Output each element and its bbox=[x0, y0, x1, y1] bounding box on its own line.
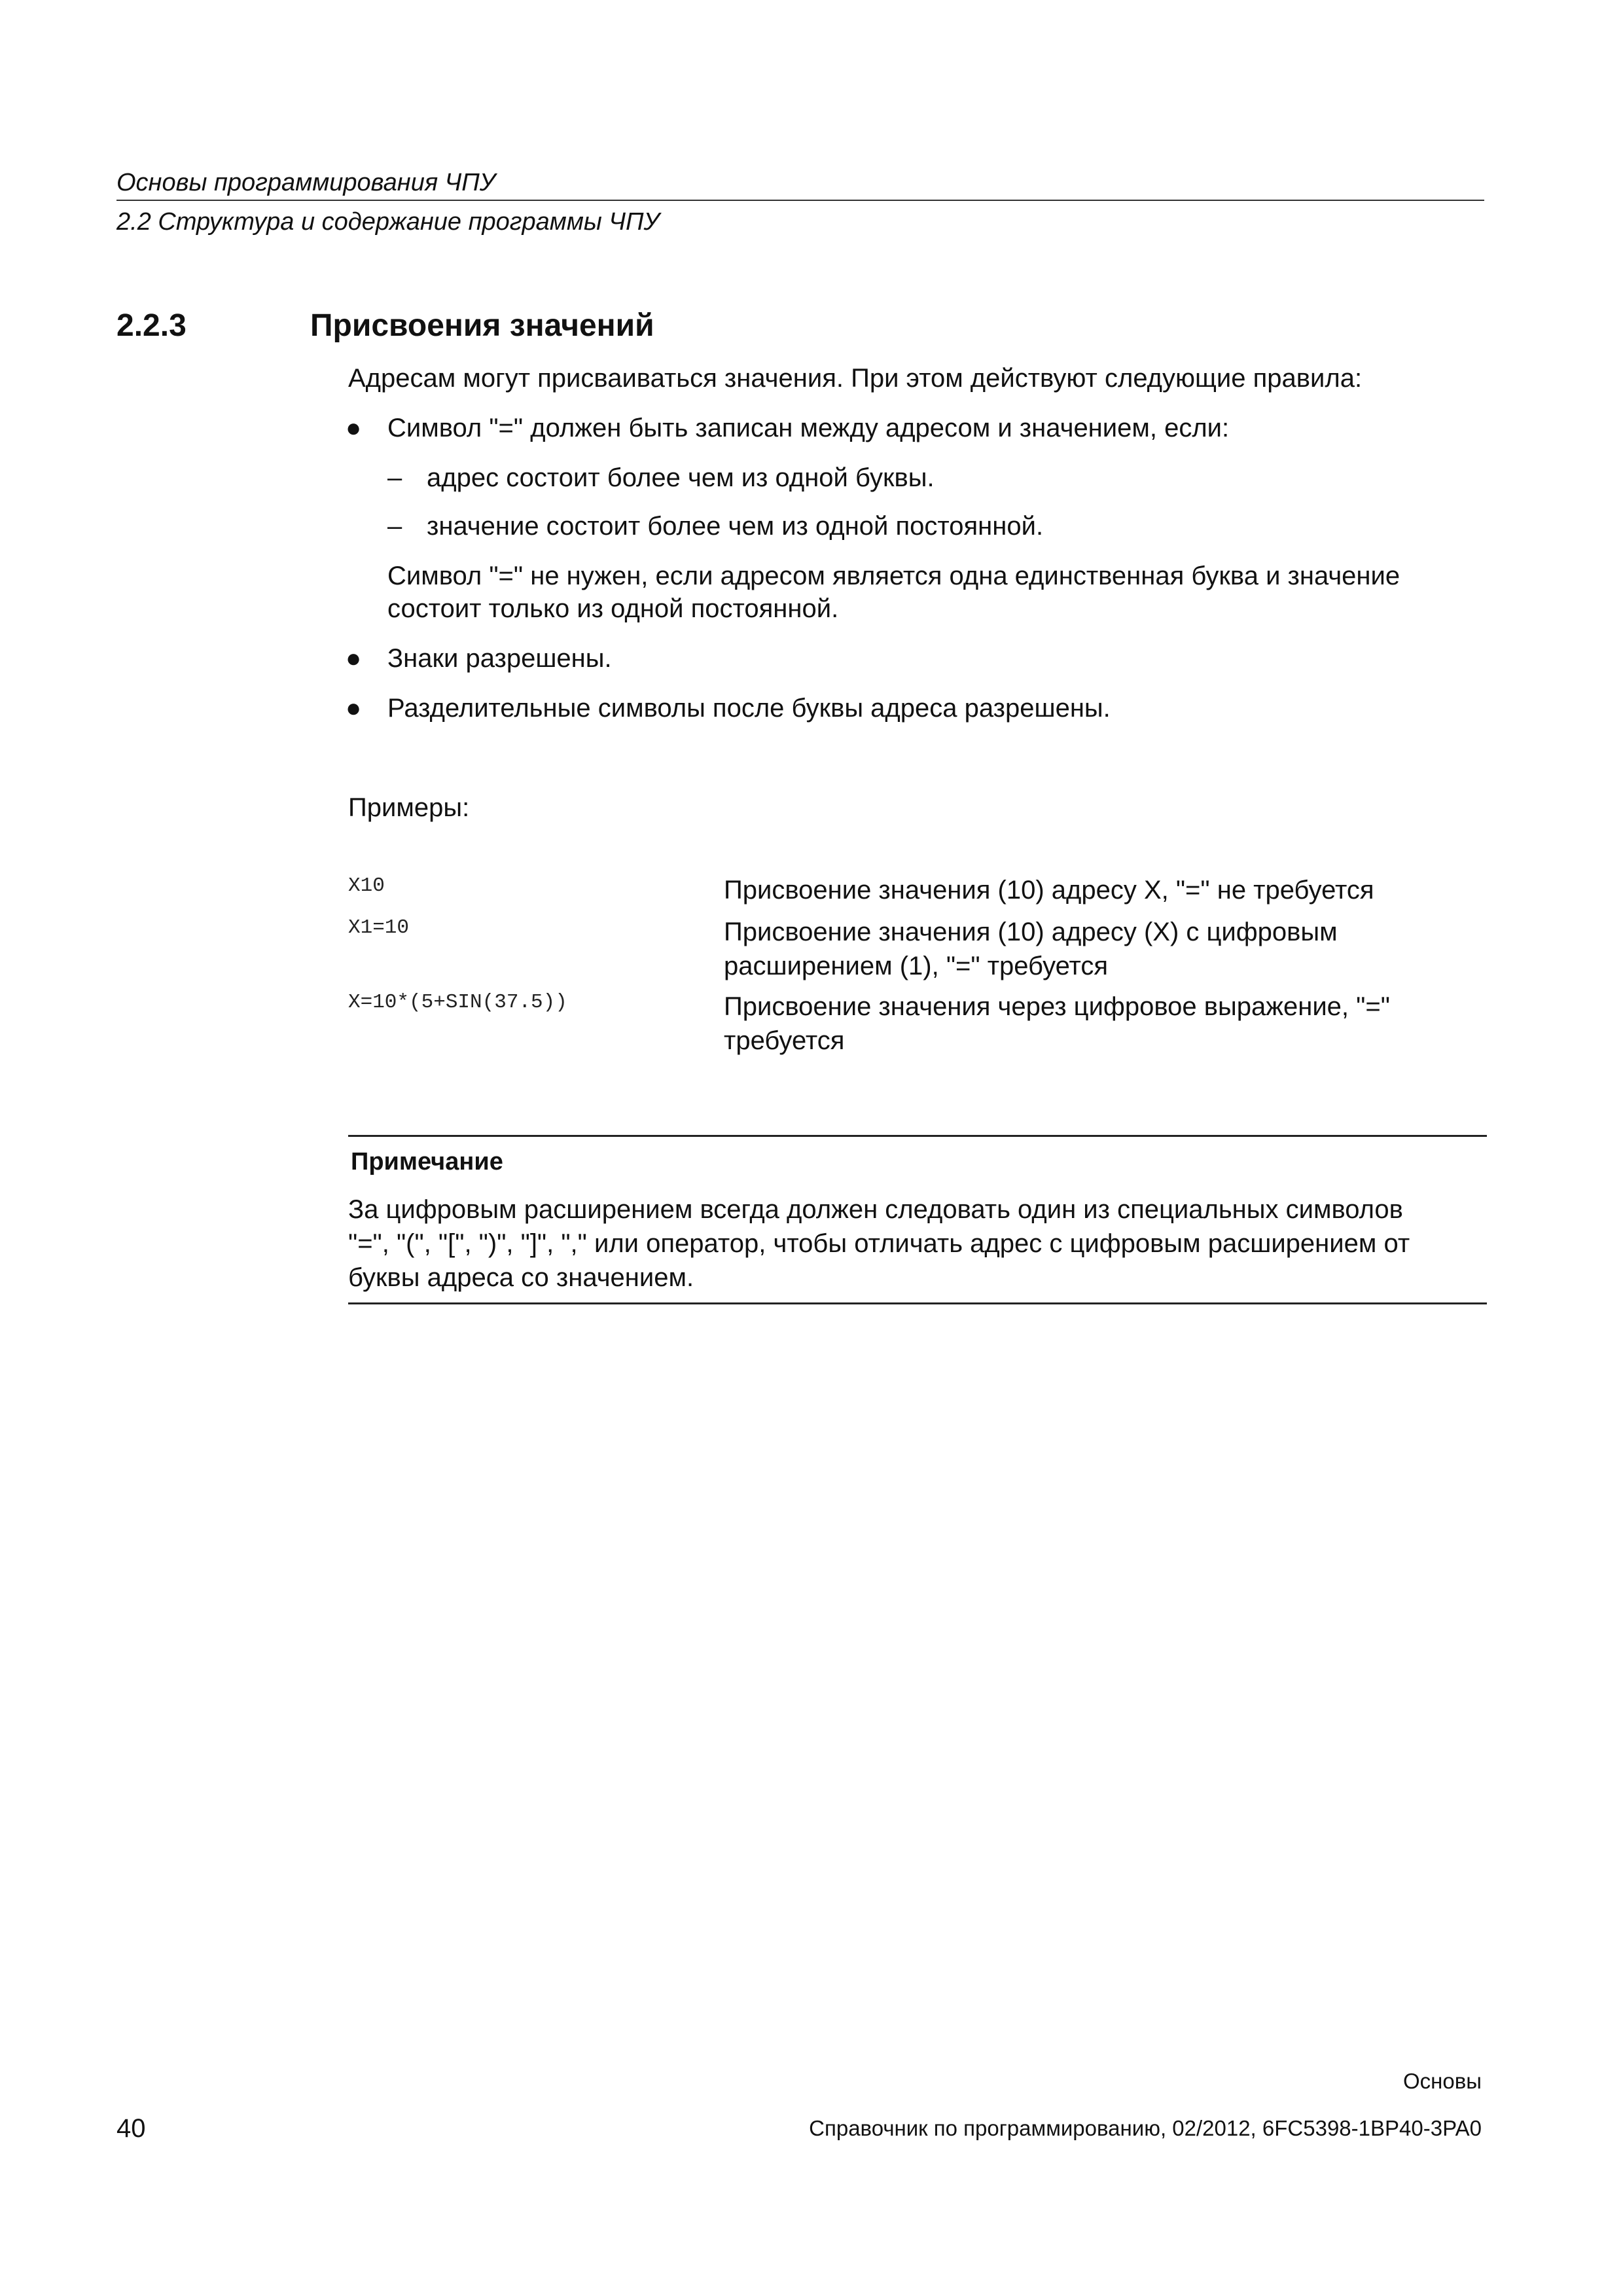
bullet-item-equals-rule: Символ "=" должен быть записан между адресом и значением, если: bbox=[387, 414, 1230, 442]
dash-icon: – bbox=[387, 463, 402, 492]
example-description: Присвоение значения (10) адресу X, "=" не требуется bbox=[724, 876, 1374, 905]
example-description: Присвоение значения через цифровое выражение, "=" bbox=[724, 992, 1390, 1021]
bullet-note-line: состоит только из одной постоянной. bbox=[387, 594, 839, 623]
bullet-dot-icon: ● bbox=[346, 694, 362, 723]
section-number: 2.2.3 bbox=[116, 308, 187, 343]
example-code: X10 bbox=[348, 874, 385, 897]
running-header-section: 2.2 Структура и содержание программы ЧПУ bbox=[116, 208, 660, 236]
bullet-item-signs: Знаки разрешены. bbox=[387, 644, 612, 673]
example-code: X=10*(5+SIN(37.5)) bbox=[348, 991, 567, 1014]
footer-doc-reference: Справочник по программированию, 02/2012, 6FC5398-1BP40-3PA0 bbox=[809, 2116, 1482, 2140]
example-description: расширением (1), "=" требуется bbox=[724, 952, 1109, 980]
bullet-item-separators: Разделительные символы после буквы адреса разрешены. bbox=[387, 694, 1111, 723]
header-rule bbox=[116, 200, 1484, 201]
dash-icon: – bbox=[387, 512, 402, 541]
note-bottom-rule bbox=[348, 1302, 1487, 1304]
sub-item-value-constants: значение состоит более чем из одной постоянной. bbox=[427, 512, 1044, 541]
section-title: Присвоения значений bbox=[310, 308, 654, 343]
example-description: Присвоение значения (10) адресу (X) с цифровым bbox=[724, 918, 1338, 946]
note-heading: Примечание bbox=[351, 1148, 503, 1175]
bullet-dot-icon: ● bbox=[346, 644, 362, 673]
sub-item-address-letters: адрес состоит более чем из одной буквы. bbox=[427, 463, 935, 492]
example-description: требуется bbox=[724, 1026, 845, 1055]
intro-paragraph: Адресам могут присваиваться значения. При этом действуют следующие правила: bbox=[348, 364, 1363, 393]
bullet-dot-icon: ● bbox=[346, 414, 362, 442]
bullet-note-line: Символ "=" не нужен, если адресом является одна единственная буква и значение bbox=[387, 562, 1400, 590]
note-text-line: За цифровым расширением всегда должен следовать один из специальных символов bbox=[348, 1195, 1403, 1224]
footer-doc-title: Основы bbox=[1403, 2069, 1482, 2093]
example-code: X1=10 bbox=[348, 916, 410, 939]
examples-label: Примеры: bbox=[348, 793, 470, 822]
note-text-line: буквы адреса со значением. bbox=[348, 1263, 694, 1292]
note-top-rule bbox=[348, 1135, 1487, 1137]
page-number: 40 bbox=[116, 2114, 146, 2143]
running-header-chapter: Основы программирования ЧПУ bbox=[116, 169, 496, 196]
note-text-line: "=", "(", "[", ")", "]", "," или оператор, чтобы отличать адрес с цифровым расширением от bbox=[348, 1229, 1410, 1258]
